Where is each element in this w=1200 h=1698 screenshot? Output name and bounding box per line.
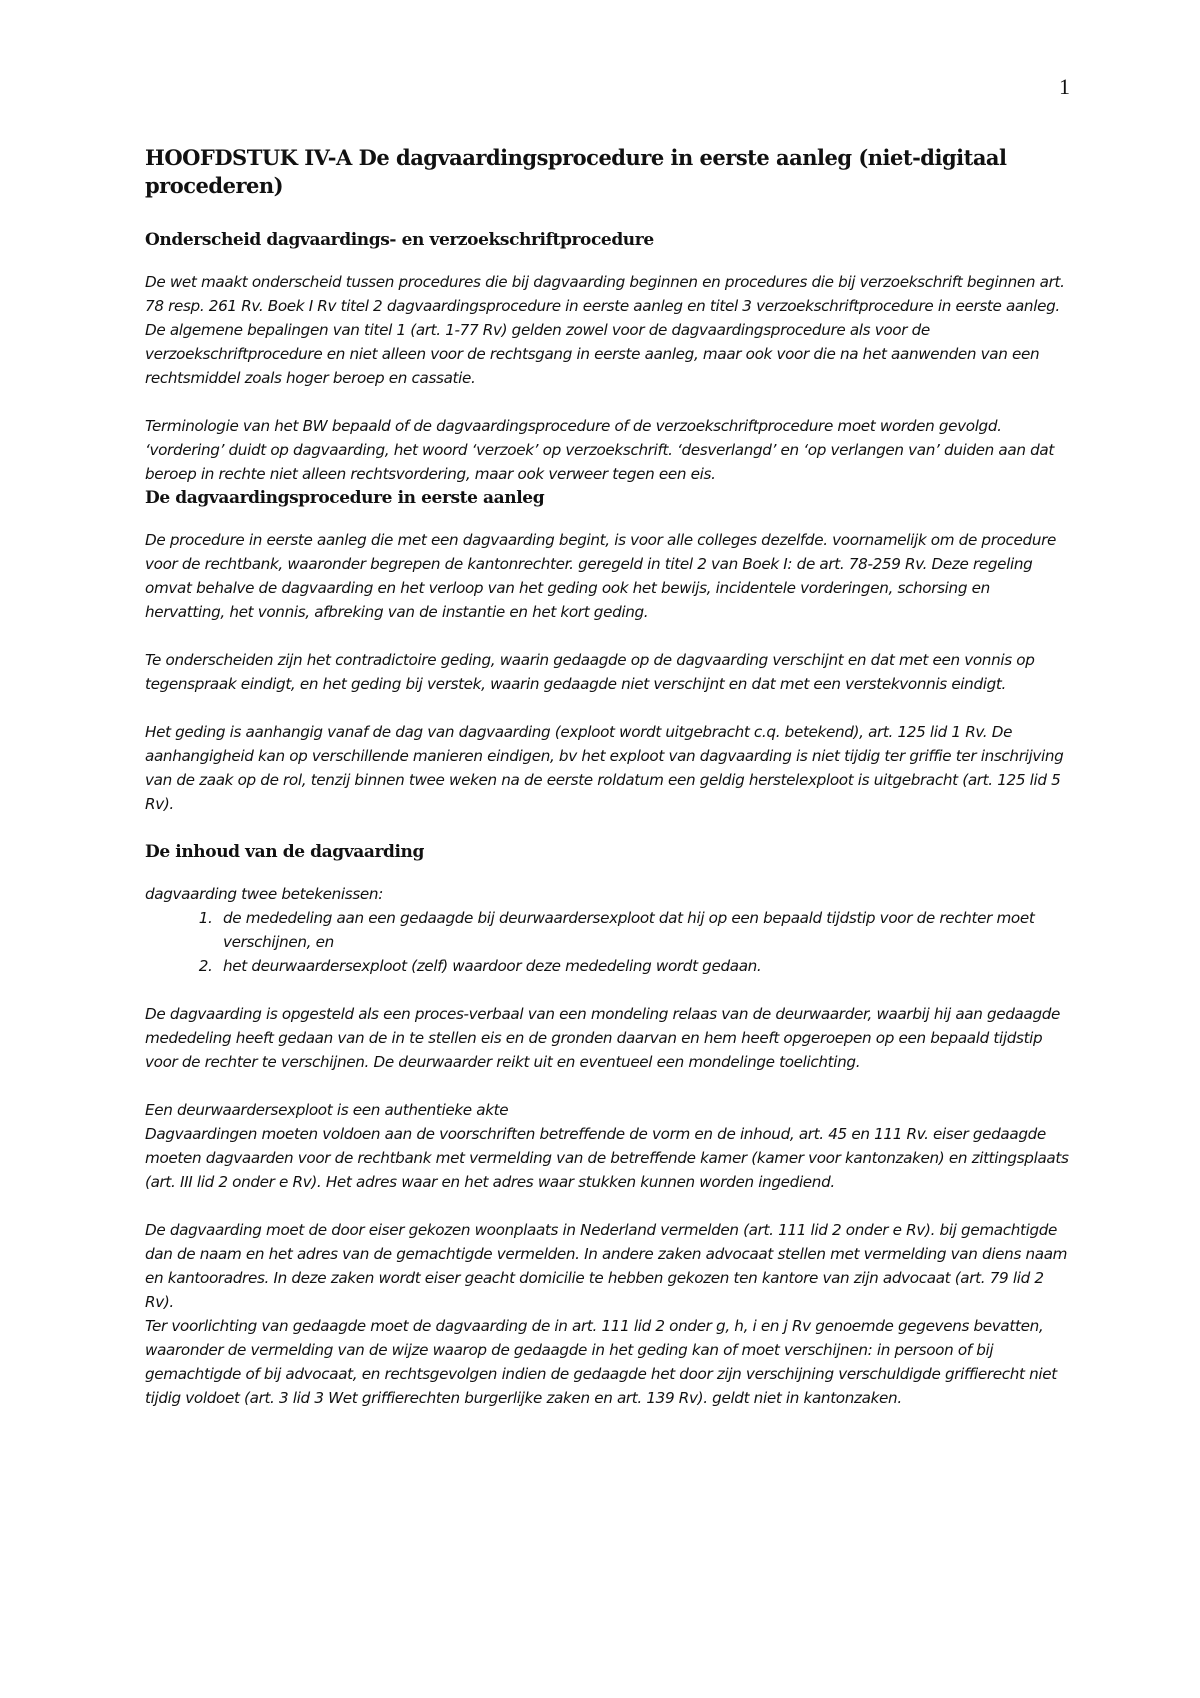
paragraph: De wet maakt onderscheid tussen procedures die bij dagvaarding beginnen en procedures die bij verzoekschrift beginnen art. 78 resp. 261 Rv. Boek I Rv titel 2 dagvaardingsprocedure in eerste aanleg en titel 3 verzoekschriftprocedure in eerste aanleg. De algemene bepalingen van titel 1 (art. 1-77 Rv) gelden zowel voor de dagvaardingsprocedure als voor de verzoekschriftprocedure en niet alleen voor de rechtsgang in eerste aanleg, maar ook voor die na het aanwenden van een rechtsmiddel zoals hoger beroep en cassatie. (145, 273, 1065, 387)
list-item: 1. de mededeling aan een gedaagde bij deurwaardersexploot dat hij op een bepaald tijdstip voor de rechter moet verschijnen, en (217, 906, 1070, 954)
paragraph: Ter voorlichting van gedaagde moet de dagvaarding de in art. 111 lid 2 onder g, h, i en j Rv genoemde gegevens bevatten, waaronder de vermelding van de wijze waarop de gedaagde in het geding kan of moet verschijnen: in persoon of bij gemachtigde of bij advocaat, en rechtsgevolgen indien de gedaagde het door zijn verschijning verschuldigde griffierecht niet tijdig voldoet (art. 3 lid 3 Wet griffierechten burgerlijke zaken en art. 139 Rv). geldt niet in kantonzaken. (145, 1317, 1057, 1407)
paragraph: De dagvaarding moet de door eiser gekozen woonplaats in Nederland vermelden (art. 111 lid 2 onder e Rv). bij gemachtigde dan de naam en het adres van de gemachtigde vermelden. In andere zaken advocaat stellen met vermelding van diens naam en kantooradres. In deze zaken wordt eiser geacht domicilie te hebben gekozen ten kantore van zijn advocaat (art. 79 lid 2 Rv). (145, 1221, 1068, 1311)
paragraph: Dagvaardingen moeten voldoen aan de voorschriften betreffende de vorm en de inhoud, art. 45 en 111 Rv. eiser gedaagde moeten dagvaarden voor de rechtbank met vermelding van de betreffende kamer (kamer voor kantonzaken) en zittingsplaats (art. III lid 2 onder e Rv). Het adres waar en het adres waar stukken kunnen worden ingediend. (145, 1125, 1069, 1191)
list-item: 2. het deurwaardersexploot (zelf) waardoor deze mededeling wordt gedaan. (217, 954, 1070, 978)
paragraph: Het geding is aanhangig vanaf de dag van dagvaarding (exploot wordt uitgebracht c.q. betekend), art. 125 lid 1 Rv. De aanhangigheid kan op verschillende manieren eindigen, bv het exploot van dagvaarding is niet tijdig ter griffie ter inschrijving van de zaak op de rol, tenzij binnen twee weken na de eerste roldatum een geldig herstelexploot is uitgebracht (art. 125 lid 5 Rv). (145, 723, 1064, 813)
section-heading-inhoud: De inhoud van de dagvaarding (145, 842, 424, 862)
paragraph: Te onderscheiden zijn het contradictoire geding, waarin gedaagde op de dagvaarding verschijnt en dat met een vonnis op tegenspraak eindigt, en het geding bij verstek, waarin gedaagde niet verschijnt en dat met een verstekvonnis eindigt. (145, 651, 1035, 693)
paragraph: De procedure in eerste aanleg die met een dagvaarding begint, is voor alle colleges dezelfde. voornamelijk om de procedure voor de rechtbank, waaronder begrepen de kantonrechter. geregeld in titel 2 van Boek I: de art. 78-259 Rv. Deze regeling omvat behalve de dagvaarding en het verloop van het geding ook het bewijs, incidentele vorderingen, schorsing en hervatting, het vonnis, afbreking van de instantie en het kort geding. (145, 531, 1056, 621)
document-body (145, 144, 1070, 1434)
paragraph-intro: dagvaarding twee betekenissen: (145, 885, 383, 903)
numbered-list (145, 906, 1070, 978)
chapter-title: HOOFDSTUK IV-A De dagvaardingsprocedure in eerste aanleg (niet-digitaal procederen) (145, 145, 1007, 198)
paragraph: Een deurwaardersexploot is een authentieke akte (145, 1101, 509, 1119)
paragraph: De dagvaarding is opgesteld als een proces-verbaal van een mondeling relaas van de deurwaarder, waarbij hij aan gedaagde mededeling heeft gedaan van de in te stellen eis en de gronden daarvan en hem heeft opgeroepen op een bepaald tijdstip voor de rechter te verschijnen. De deurwaarder reikt uit en eventueel een mondelinge toelichting. (145, 1005, 1061, 1071)
section-heading-onderscheid: Onderscheid dagvaardings- en verzoekschriftprocedure (145, 230, 654, 250)
paragraph: Terminologie van het BW bepaald of de dagvaardingsprocedure of de verzoekschriftprocedure moet worden gevolgd. ‘vordering’ duidt op dagvaarding, het woord ‘verzoek’ op verzoekschrift. ‘desverlangd’ en ‘op verlangen van’ duiden aan dat beroep in rechte niet alleen rechtsvordering, maar ook verweer tegen een eis. (145, 417, 1054, 483)
section-heading-dagvaardingsprocedure: De dagvaardingsprocedure in eerste aanleg (145, 488, 545, 508)
page-number: 1 (1059, 74, 1070, 99)
